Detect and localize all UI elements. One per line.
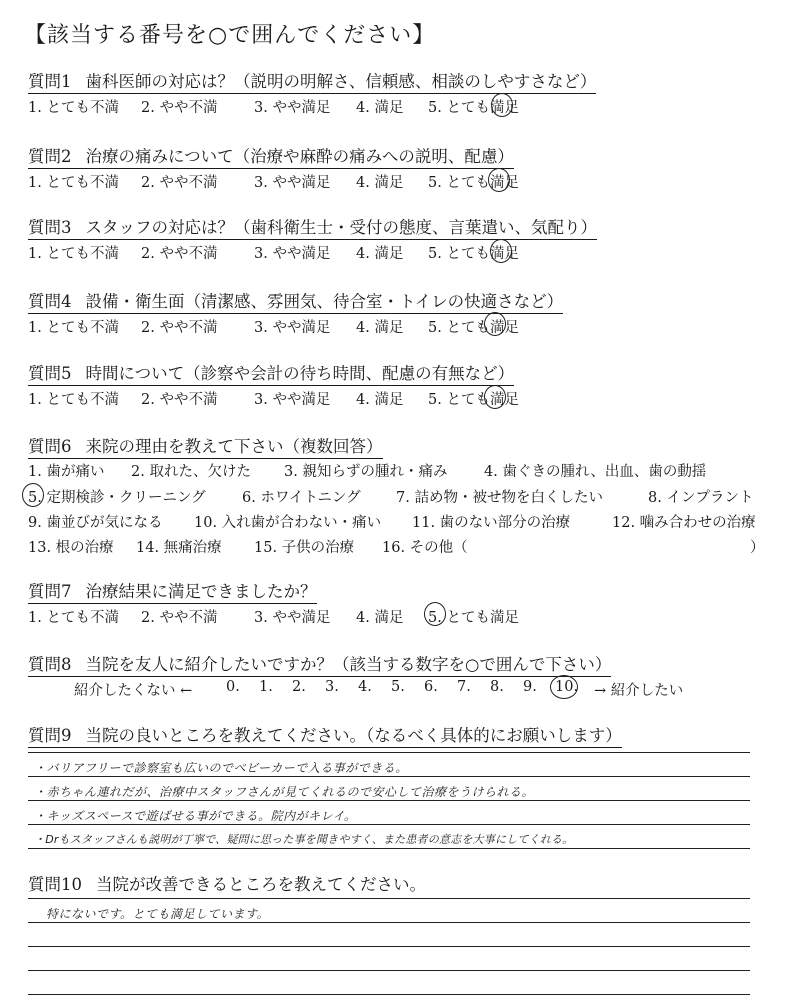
question-number: 質問2 [28,147,72,166]
reason-option-4[interactable]: 4. 歯ぐきの腫れ、出血、歯の動揺 [484,464,707,480]
scale-8[interactable]: 8. [490,679,504,695]
answer-line [28,800,750,801]
q9-answer-4: ・Drもスタッフさんも説明が丁寧で、疑問に思った事を聞きやすく、また患者の意志を大事にしてくれる。 [34,833,574,846]
scale-5[interactable]: 5. [391,679,405,695]
answer-circle-q7 [424,602,446,626]
scale-7[interactable]: 7. [457,679,471,695]
option-3[interactable]: 3. やや満足 [254,246,331,262]
scale-10[interactable]: 10. [555,679,579,695]
reason-option-16[interactable]: 16. その他（ [382,540,468,556]
option-2[interactable]: 2. やや不満 [141,246,218,262]
reason-option-1[interactable]: 1. 歯が痛い [28,464,105,480]
option-5[interactable]: 5. とても満足 [428,610,519,626]
question-10-title [28,871,426,895]
question-text: 当院が改善できるところを教えてください。 [96,875,426,894]
option-4[interactable]: 4. 満足 [356,100,404,116]
option-4[interactable]: 4. 満足 [356,392,404,408]
answer-line [28,848,750,849]
option-1[interactable]: 1. とても不満 [28,246,119,262]
option-5[interactable]: 5. とても満足 [428,246,519,262]
question-number: 質問4 [28,292,72,311]
option-5[interactable]: 5. とても満足 [428,175,519,191]
scale-right-label: → 紹介したい [594,683,684,699]
answer-circle-q3 [490,239,512,263]
reason-option-5[interactable]: 5. 定期検診・クリーニング [28,490,206,506]
option-4[interactable]: 4. 満足 [356,175,404,191]
option-1[interactable]: 1. とても不満 [28,175,119,191]
reason-option-6[interactable]: 6. ホワイトニング [242,490,361,506]
answer-circle-q4 [484,312,506,336]
option-2[interactable]: 2. やや不満 [141,392,218,408]
q10-answer-1: 特にないです。とても満足しています。 [46,907,270,921]
reason-option-7[interactable]: 7. 詰め物・被せ物を白くしたい [396,490,603,506]
scale-6[interactable]: 6. [424,679,438,695]
reason-option-15[interactable]: 15. 子供の治療 [254,540,355,556]
q9-answer-1: ・バリアフリーで診察室も広いのでベビーカーで入る事ができる。 [34,761,408,775]
scale-left-label: 紹介したくない ← [74,683,193,699]
option-3[interactable]: 3. やや満足 [254,175,331,191]
option-4[interactable]: 4. 満足 [356,246,404,262]
page-header: 【該当する番号を○で囲んでください】 [24,23,436,48]
question-6-title [28,433,383,459]
reason-option-2[interactable]: 2. 取れた、欠けた [131,464,251,480]
option-4[interactable]: 4. 満足 [356,610,404,626]
scale-1[interactable]: 1. [259,679,273,695]
question-text: 当院の良いところを教えてください。（なるべく具体的にお願いします） [85,726,622,745]
question-8-title [28,651,611,677]
option-3[interactable]: 3. やや満足 [254,100,331,116]
answer-circle-q2 [488,168,510,192]
question-text: 治療結果に満足できましたか？ [85,582,317,601]
option-1[interactable]: 1. とても不満 [28,392,119,408]
reason-option-9[interactable]: 9. 歯並びが気になる [28,515,163,531]
question-text: 設備・衛生面（清潔感、雰囲気、待合室・トイレの快適さなど） [85,292,564,311]
question-number: 質問3 [28,218,72,237]
option-5[interactable]: 5. とても満足 [428,392,519,408]
reason-option-3[interactable]: 3. 親知らずの腫れ・痛み [284,464,448,480]
question-4-title [28,288,563,314]
answer-circle-q5 [484,385,506,409]
question-number: 質問10 [28,875,82,894]
question-text: 治療の痛みについて（治療や麻酔の痛みへの説明、配慮） [85,147,514,166]
option-1[interactable]: 1. とても不満 [28,320,119,336]
q9-answer-3: ・キッズスペースで遊ばせる事ができる。院内がキレイ。 [34,809,357,823]
answer-circle-q8 [550,675,578,699]
question-text: 当院を友人に紹介したいですか？（該当する数字を○で囲んで下さい） [85,655,612,674]
question-number: 質問5 [28,364,72,383]
scale-2[interactable]: 2. [292,679,306,695]
answer-line [28,752,750,753]
option-1[interactable]: 1. とても不満 [28,100,119,116]
reason-option-13[interactable]: 13. 根の治療 [28,540,114,556]
answer-line [28,922,750,923]
answer-line [28,946,750,947]
question-text: 歯科医師の対応は？（説明の明解さ、信頼感、相談のしやすさなど） [85,72,597,91]
question-number: 質問7 [28,582,72,601]
question-1-title [28,68,596,94]
question-text: スタッフの対応は？（歯科衛生士・受付の態度、言葉遣い、気配り） [85,218,597,237]
question-9-title [28,722,622,748]
option-3[interactable]: 3. やや満足 [254,610,331,626]
answer-circle-q6 [22,483,44,507]
reason-option-8[interactable]: 8. インプラント [648,490,754,506]
answer-line [28,994,750,995]
option-3[interactable]: 3. やや満足 [254,392,331,408]
option-5[interactable]: 5. とても満足 [428,100,519,116]
question-number: 質問8 [28,655,72,674]
scale-4[interactable]: 4. [358,679,372,695]
reason-option-10[interactable]: 10. 入れ歯が合わない・痛い [194,515,382,531]
question-number: 質問9 [28,726,72,745]
answer-line [28,898,750,899]
option-4[interactable]: 4. 満足 [356,320,404,336]
scale-3[interactable]: 3. [325,679,339,695]
option-2[interactable]: 2. やや不満 [141,175,218,191]
question-7-title [28,578,317,604]
question-2-title [28,143,514,169]
option-5[interactable]: 5. とても満足 [428,320,519,336]
scale-9[interactable]: 9. [523,679,537,695]
question-5-title [28,360,514,386]
other-close-paren: ） [750,540,765,556]
question-text: 時間について（診察や会計の待ち時間、配慮の有無など） [85,364,515,383]
question-number: 質問1 [28,72,72,91]
option-2[interactable]: 2. やや不満 [141,320,218,336]
reason-option-11[interactable]: 11. 歯のない部分の治療 [412,515,571,531]
q9-answer-2: ・赤ちゃん連れだが、治療中スタッフさんが見てくれるので安心して治療をうけられる。 [34,785,535,799]
option-2[interactable]: 2. やや不満 [141,100,218,116]
answer-line [28,824,750,825]
option-1[interactable]: 1. とても不満 [28,610,119,626]
option-2[interactable]: 2. やや不満 [141,610,218,626]
answer-line [28,776,750,777]
reason-option-12[interactable]: 12. 噛み合わせの治療 [612,515,756,531]
option-3[interactable]: 3. やや満足 [254,320,331,336]
question-3-title [28,214,597,240]
scale-0[interactable]: 0. [226,679,240,695]
answer-circle-q1 [491,93,513,117]
question-number: 質問6 [28,437,72,456]
question-text: 来院の理由を教えて下さい（複数回答） [85,437,383,456]
answer-line [28,970,750,971]
reason-option-14[interactable]: 14. 無痛治療 [136,540,222,556]
